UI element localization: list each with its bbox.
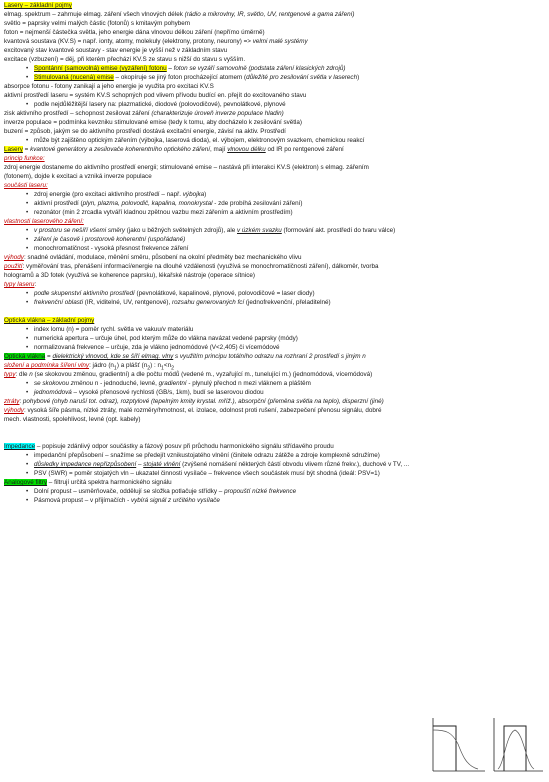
line-principle-1: zdroj energie dostaneme do aktivního prostředí energii; stimulované emise – nastává při interakci KV.S (elektron) s elmag. zářením: [4, 164, 369, 171]
sec1-heading: Lasery – základní pojmy: [4, 2, 72, 9]
bullet-step-gradient: • se skokovou změnou n - jednoduché, levné, gradientní - plynulý přechod n mezi vláknem a pláštěm: [4, 379, 545, 388]
document-page: [4, 1, 545, 505]
line-quantum-system: kvantová soustava (KV.S) = např. ionty, atomy, molekuly (elektrony, protony, neurony) => velmi malé systémy: [4, 38, 308, 45]
bullet-active-medium: • aktivní prostředí (plyn, plazma, polovodič, kapalina, monokrystal - zde probíhá zesilování záření): [4, 199, 545, 208]
bullet-refractive-index: • index lomu (n) = poměr rychl. světla ve vakuu/v materiálu: [4, 325, 545, 334]
line-usage-1: použití: vyměřování tras, přenášení informací/energie na dlouhé vzdálenosti (využívá se monochromatičnosti záření), dálkoměr, tvorba: [4, 263, 379, 270]
line-fiber-definition: Optická vlákna = dielektrický vlnovod, kde se šíří elmag. vlny s využitím principu totálního odrazu na rozhraní 2 prostředí s jiným n: [4, 353, 366, 360]
line-pumping: buzení = způsob, jakým se do aktivního prostředí dostává excitační energie, závisí na aktiv. Prostředí: [4, 128, 286, 135]
bullet-mismatch-effects: • důsledky impedance nepřizpůsobení – stojaté vlnění (zvýšené nomášení některých částí obvodu vlivem různé frekv.), duchové v TV, ...: [4, 460, 545, 469]
bullet-normalized-frequency: • normalizovaná frekvence – určuje, zda je vlákno jednomódové (V<2,405) či vícemódové: [4, 343, 545, 352]
properties-heading: vlastnosti laserového záření:: [4, 218, 84, 225]
line-gain: zisk aktivního prostředí – schopnost zesilovat záření (charakterizuje úroveň inverze populace hladin): [4, 110, 284, 117]
bullet-spontaneous: • Spontánní (samovolná) emise (vyzáření) fotonu – foton se vyzáří samovolně (podstata záření klasických zdrojů): [4, 64, 545, 73]
bullet-narrow-beam: • v prostoru se nešíří všemi směry (jako u běžných světelných zdrojů), ale v úzkém svazku (formování akt. prostředí do tvaru válce): [4, 226, 545, 235]
line-excitation: excitace (vzbuzení) = děj, při kterém přechází KV.S ze stavu s nižší do stavu s vyšším.: [4, 56, 246, 63]
bullet-energy-source: • zdroj energie (pro excitaci aktivního prostředí – např. výbojka): [4, 190, 545, 199]
line-active-medium: aktivní prostředí laseru = systém KV.S schopných pod vlivem přívodu budící en. přejít do excitovaného stavu: [4, 92, 307, 99]
line-usage-2: hologramů a 3D fotek (využívá se koherence paprsku), lékařské nástroje (operace sítnice): [4, 272, 255, 279]
line-losses: ztráty: pohybové (ohyb naruší tot. odraz), rozptylové (tepelným kmity krystal. mříž.), absorpční (přeměna světla na teplo), disperzní (jiné): [4, 398, 384, 405]
bandpass-graph-icon: [490, 714, 545, 776]
bullet-laser-types: • podle nejdůlěžitější lasery na: plazmatické, diodové (polovodičové), pevnolátkové, plynové: [4, 100, 545, 109]
line-photon: foton = nejmenší částečka světla, jeho energie dána vlnovou délkou záření (nepřímo úměrně): [4, 29, 265, 36]
line-light: světlo = paprsky velmi malých částic (fotonů) s kmitavým pohybem: [4, 20, 190, 27]
line-fiber-types: typy: dle n (se skokovou změnou, gradientní) a dle počtu módů (vedené m., vyzařující m., tunelující m.) (jednomódová, vícemódová): [4, 371, 373, 378]
principle-heading: princip funkce:: [4, 155, 45, 162]
bullet-impedance-matching: • impedanční přepůsobení – snažíme se předejít vznikustojatého vlnění (činitele odrazu zátěže a zdroje komplexně sdružíme): [4, 451, 545, 460]
bullet-monochromatic: • monochromatičnost - vysoká přesnost frekvence záření: [4, 244, 545, 253]
line-principle-2: (fotonem), dojde k excitaci a vzniká inverze populace: [4, 173, 152, 180]
line-absorption: absorpce fotonu - fotony zanikají a jeho energie je využita pro excitaci KV.S: [4, 83, 214, 90]
line-spectrum: elmag. spektrum – zahrnuje elmag. záření všech vlnových délek (rádio a mikrovlny, IR, světlo, UV, rentgenové a gama záření): [4, 11, 355, 18]
bullet-bandpass: • Pásmová propust – v přijímačích - vybírá signál z určitého vysílače: [4, 496, 454, 505]
fibers-heading: Optická vlákna – základní pojmy: [4, 317, 95, 324]
line-advantages: výhody: snadné ovládání, modulace, měnění směru, působení na okolní předměty bez mechanického vlivu: [4, 254, 302, 261]
line-fiber-advantages-2: mech. vlastnosti, spolehlivost, levné (opt. kabely): [4, 416, 141, 423]
bullet-lowpass: • Dolní propust – usměrňovače, oddělují se složka potlačuje střídky – propouští nízké frekvence: [4, 487, 454, 496]
line-laser-definition: Lasery = kvantové generátory a zesilovače koherentního optického záření, mají vlnovou délku od IR po rentgenové záření: [4, 146, 344, 153]
line-analog-filters: Analogové filtry – filtrují určitá spektra harmonického signálu: [4, 479, 172, 486]
line-excited-state: excitovaný stav kvantové soustavy - stav energie je vyšší než v základním stavu: [4, 47, 228, 54]
types-heading: typy laseru:: [4, 281, 37, 288]
line-fiber-advantages-1: výhody: vysoká šíře pásma, nízké ztráty, malé rozměry/hmotnost, el. izolace, odolnost proti rušení, zabezpečení přenosu signálu, dobré: [4, 407, 382, 414]
bullet-swr: • PSV (SWR) = poměr stojatých vln – ukazatel činnosti vysílače – frekvence všech součástek musí být shodná (ideál: PSV=1): [4, 469, 545, 478]
lowpass-graph-icon: [428, 714, 488, 776]
bullet-type-frequency: • frekvenční oblasti (IR, viditelné, UV, rentgenové), rozsahu generovaných fcí (jednofrekvenční, přeladitelné): [4, 298, 545, 307]
components-heading: součásti laseru:: [4, 182, 48, 189]
bullet-resonator: • rezonátor (min 2 zrcadla vytváří kladnou zpětnou vazbu mezi zářením a aktivním prostředím): [4, 208, 545, 217]
bullet-stimulated: • Stimulovaná (nucená) emise – okopíruje se jiný foton procházející atomem (důležité pro zesilování světla v laserech): [4, 73, 545, 82]
bullet-numerical-aperture: • numerická apertura – určuje úhel, pod kterým může do vlákna navázat vedené paprsky (módy): [4, 334, 545, 343]
bullet-coherence: • záření je časově i prostorově koherentní (uspořádané): [4, 235, 545, 244]
line-fiber-composition: složení a podmínka šíření vlny: jádro $(n_1)$ a plášť $(n_2)$ : $n_1<n_2$: [4, 362, 175, 370]
bullet-pumping-methods: • může být zajištěno optickým zářením (výbojka, laserová dioda), el. výbojem, elektronovým svazkem, chemickou reakcí: [4, 136, 545, 145]
line-impedance: Impedance – popisuje zdánlivý odpor součástky a fázový posuv při průchodu harmonického signálu střídavého proudu: [4, 443, 334, 450]
bullet-singlemode: • jednomódová – vysoké přenosové rychlosti (GB/s, 1km), budí se laserovou diodou: [4, 388, 545, 397]
line-inversion: inverze populace = podmínka kevzniku stimulované emise (tedy k tomu, aby docházelo k zesilování světla): [4, 119, 303, 126]
bullet-type-state: • podle skupenství aktivního prostředí (pevnolátkové, kapalinové, plynové, polovodičové = laser diody): [4, 289, 545, 298]
